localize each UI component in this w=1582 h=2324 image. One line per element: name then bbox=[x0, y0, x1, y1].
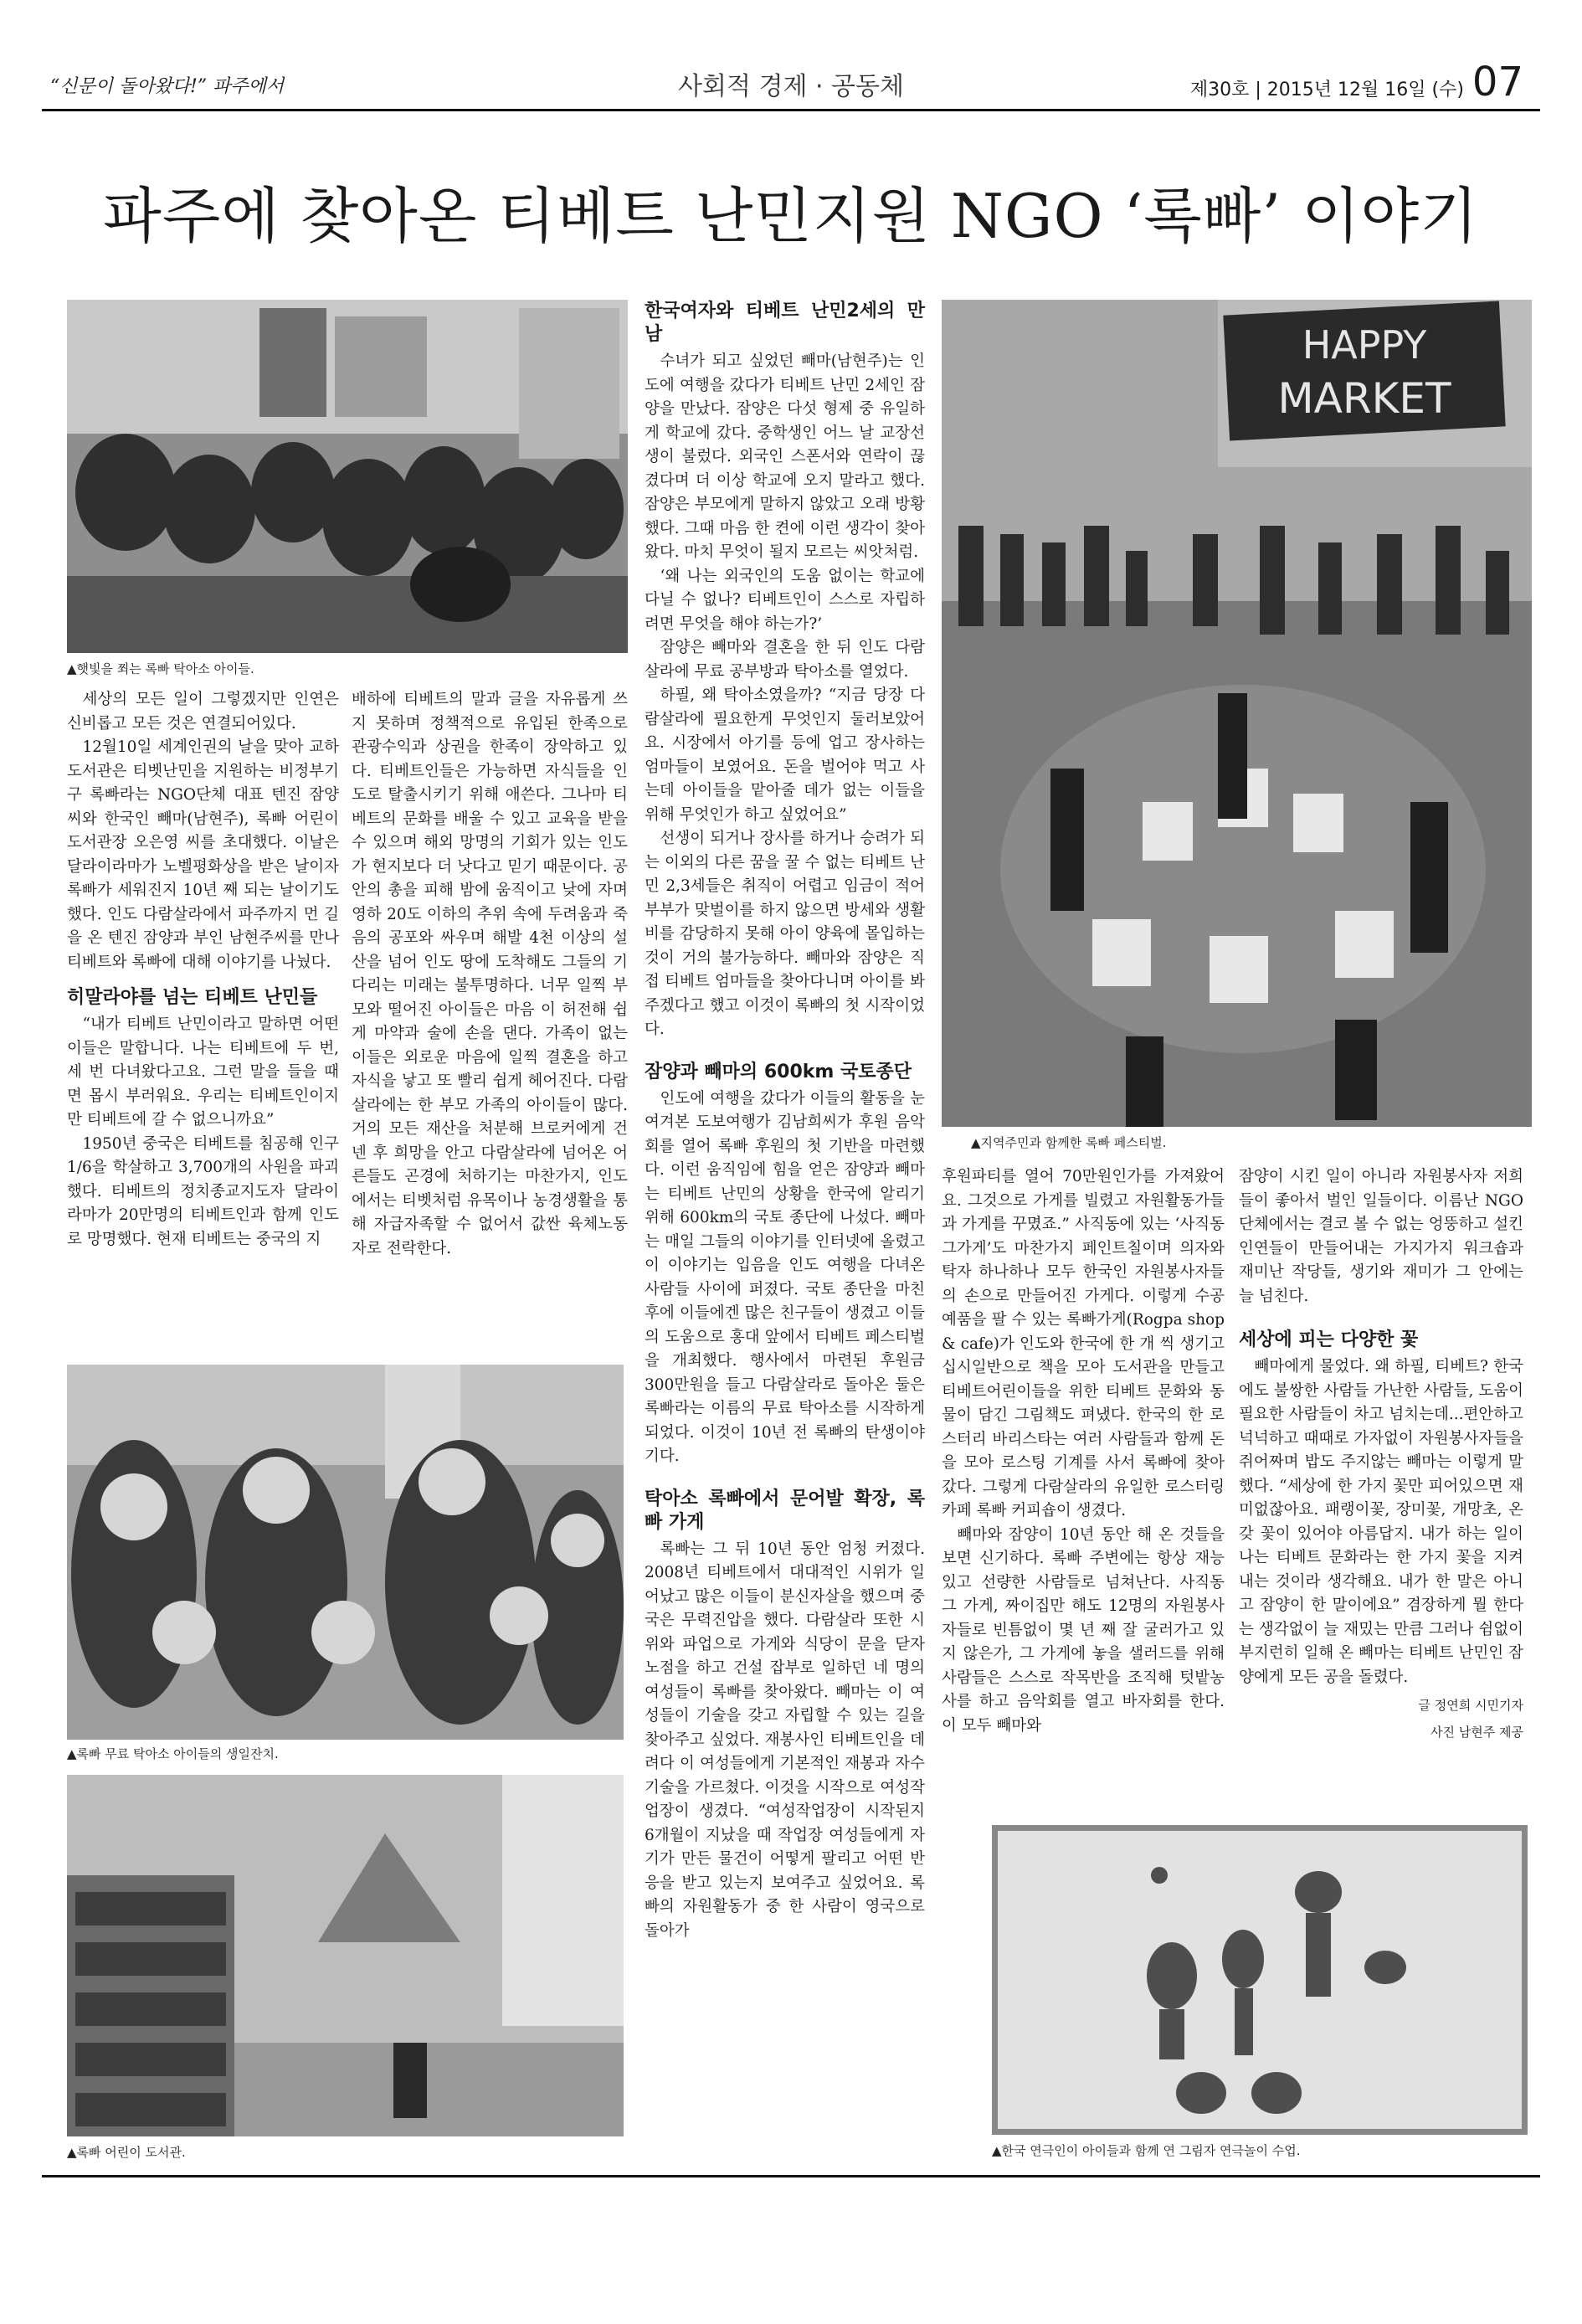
section-title: 사회적 경제 · 공동체 bbox=[678, 72, 904, 101]
photo-rogpa-festival bbox=[942, 300, 1532, 1127]
subheading: 탁아소 록빠에서 문어발 확장, 록빠 가게 bbox=[645, 1488, 925, 1533]
subheading: 한국여자와 티베트 난민2세의 만남 bbox=[645, 301, 925, 345]
photo-birthday-party bbox=[67, 1365, 624, 1740]
banner-text-top: HAPPY bbox=[1302, 322, 1427, 368]
photo-childrens-library bbox=[67, 1775, 624, 2136]
byline-photo: 사진 남현주 제공 bbox=[1430, 1725, 1523, 1740]
paragraph: “내가 티베트 난민이라고 말하면 어떤 이들은 말합니다. 나는 티베트에 두 번, 세 번 다녀왔다고요. 그런 말을 들을 때면 몹시 부러워요. 우리는 티베트인이지만 티베트에 갈 수 없으니까요” bbox=[67, 1015, 339, 1129]
byline-writer: 글 정연희 시민기자 bbox=[1418, 1698, 1523, 1713]
paragraph: 세상의 모든 일이 그렇겠지만 인연은 신비롭고 모든 것은 연결되어있다. bbox=[67, 691, 339, 733]
paragraph: 수녀가 되고 싶었던 빼마(남현주)는 인도에 여행을 갔다가 티베트 난민 2세인 잠양을 만났다. 잠양은 다섯 형제 중 유일하게 학교에 갔다. 중학생인 어느 날 교장선생이 불렀다. 외국인 스폰서와 연락이 끊겼다며 더 이상 학교에 오지 말라고 했다. 잠양은 부모에게 말하지 않았고 오래 방황했다. 그때 마음 한 켠에 이런 생각이 찾아왔다. 마치 무엇이 될지 모르는 씨앗처럼. bbox=[645, 352, 925, 561]
subheading: 히말라야를 넘는 티베트 난민들 bbox=[67, 987, 318, 1008]
photo-caption-3: ▲록빠 무료 탁아소 아이들의 생일잔치. bbox=[67, 1746, 279, 1761]
paragraph: 인도에 여행을 갔다가 이들의 활동을 눈여겨본 도보여행가 김남희씨가 후원 음악회를 열어 록빠 후원의 첫 기반을 마련했다. 이런 움직임에 힘을 얻은 잠양과 빼마는 티베트 난민의 상황을 한국에 알리기 위해 600km의 국토 종단에 나섰다. 빼마는 매일 그들의 이야기를 인터넷에 올렸고 이 이야기는 입음을 인도 여행을 다녀온 사람들 사이에 퍼졌다. 국토 종단을 마친 후에 이들에겐 많은 친구들이 생겼고 이들의 도움으로 홍대 앞에서 티베트 페스티벌을 개최했다. 행사에서 마련된 후원금 300만원을 들고 다람살라로 돌아온 둘은 록빠라는 이름의 무료 탁아소를 시작하게 되었다. 이것이 10년 전 록빠의 탄생이야기다. bbox=[645, 1089, 925, 1465]
header-rule bbox=[42, 109, 1540, 111]
paragraph: 잠양이 시킨 일이 아니라 자원봉사자 저희들이 좋아서 벌인 일들이다. 이름난 NGO단체에서는 결코 볼 수 없는 엉뚱하고 설킨 인연들이 만들어내는 가지가지 워크숍과 재미난 작당들, 생기와 재미가 그 안에는 늘 넘친다. bbox=[1239, 1168, 1523, 1305]
paragraph: ‘왜 나는 외국인의 도움 없이는 학교에 다닐 수 없나? 티베트인이 스스로 자립하려면 무엇을 해야 하는가?’ bbox=[645, 567, 925, 633]
headline: 파주에 찾아온 티베트 난민지원 NGO ‘록빠’ 이야기 bbox=[103, 181, 1479, 251]
issue-date: 제30호 | 2015년 12월 16일 (수) bbox=[1189, 80, 1464, 100]
article-column-5 bbox=[1239, 1165, 1523, 1743]
photo-caption-2: ▲지역주민과 함께한 록빠 페스티벌. bbox=[971, 1135, 1167, 1150]
paragraph: 빼마와 잠양이 10년 동안 해 온 것들을 보면 신기하다. 록빠 주변에는 항상 재능있고 선량한 사람들로 넘쳐난다. 사직동 그 가게, 짜이집만 해도 12명의 자원봉사자들로 빈틈없이 몇 년 째 잘 굴러가고 있지 않은가, 그 가게에 놓을 샐러드를 위해 사람들은 스스로 작목반을 조직해 텃밭농사를 하고 음악회를 열고 바자회를 한다. 이 모두 빼마와 bbox=[942, 1525, 1225, 1735]
paragraph: 선생이 되거나 장사를 하거나 승려가 되는 이외의 다른 꿈을 꿀 수 없는 티베트 난민 2,3세들은 취직이 어렵고 임금이 적어 부부가 맞벌이를 하지 않으면 방세와 생활비를 감당하지 못해 아이 양육에 몰입하는 것이 거의 불가능하다. 빼마와 잠양은 직접 티베트 엄마들을 찾아다니며 아이를 봐주겠다고 했고 이것이 록빠의 첫 시작이었다. bbox=[645, 830, 925, 1038]
page-number: 07 bbox=[1472, 59, 1523, 105]
banner-text-bottom: MARKET bbox=[1277, 374, 1451, 423]
paragraph: 1950년 중국은 티베트를 침공해 인구 1/6을 학살하고 3,700개의 사원을 파괴했다. 티베트의 정치종교지도자 달라이라마가 20만명의 티베트인과 함께 인도로 망명했다. 현재 티베트는 중국의 지 bbox=[67, 1134, 339, 1248]
article-column-2 bbox=[352, 688, 628, 1261]
photo-caption-4: ▲록빠 어린이 도서관. bbox=[67, 2145, 186, 2160]
footer-rule bbox=[42, 2175, 1540, 2177]
photo-caption-5: ▲한국 연극인이 아이들과 함께 연 그림자 연극놀이 수업. bbox=[992, 2143, 1301, 2158]
paragraph: 하필, 왜 탁아소였을까? “지금 당장 다람살라에 필요한게 무엇인지 둘러보았어요. 시장에서 아기를 등에 업고 장사하는 엄마들이 보였어요. 돈을 벌어야 먹고 사는데 아이들을 맡아줄 데가 없는 이들을 위해 무엇인가 하고 싶었어요” bbox=[645, 686, 925, 824]
photo-shadow-puppet-play bbox=[992, 1825, 1528, 2135]
masthead-logo: “신문이 돌아왔다!” 파주에서 bbox=[50, 76, 285, 97]
photo-caption-1: ▲햇빛을 쬐는 록빠 탁아소 아이들. bbox=[67, 661, 254, 676]
article-column-3 bbox=[645, 300, 925, 1943]
photo-children-sunbathing bbox=[67, 300, 628, 653]
article-column-1 bbox=[67, 688, 339, 1252]
subheading: 세상에 피는 다양한 꽃 bbox=[1239, 1329, 1419, 1350]
paragraph: 배하에 티베트의 말과 글을 자유롭게 쓰지 못하며 정책적으로 유입된 한족으로 관광수익과 상권을 한족이 장악하고 있다. 티베트인들은 가능하면 자식들을 인도로 탈출시키기 위해 애쓴다. 그나마 티베트의 문화를 배울 수 있고 교육을 받을 수 있으며 해외 망명의 기회가 있는 인도가 현지보다 더 낫다고 믿기 때문이다. 공안의 총을 피해 밤에 움직이고 낮에 자며 영하 20도 이하의 추위 속에 두려움과 죽음의 공포와 싸우며 해발 4천 이상의 설산을 넘어 인도 땅에 도착해도 그들의 기다리는 미래는 불투명하다. 너무 일찍 부모와 떨어진 아이들은 마음 이 허전해 쉽게 마약과 술에 손을 댄다. 가족이 없는 이들은 외로운 마음에 일찍 결혼을 하고 자식을 낳고 또 빨리 쉽게 헤어진다. 다람살라에는 한 부모 가족의 아이들이 많다. 거의 모든 재산을 처분해 브로커에게 건넨 후 희망을 안고 다람살라에 넘어온 어른들도 곤경에 처하기는 마찬가지, 인도에서는 티벳처럼 유목이나 농경생활을 통해 자급자족할 수 없어서 값싼 육체노동자로 전락한다. bbox=[352, 691, 628, 1257]
paragraph: 빼마에게 물었다. 왜 하필, 티베트? 한국에도 불쌍한 사람들 가난한 사람들, 도움이 필요한 사람들이 차고 넘치는데...편안하고 넉넉하고 때때로 가자없이 자원봉사자들을 쥐어짜며 밥도 주지않는 빼마는 이렇게 말했다. “세상에 한 가지 꽃만 피어있으면 재미없잖아요. 패랭이꽃, 장미꽃, 개망초, 온갖 꽃이 있어야 아름답지. 내가 하는 일이 나는 티베트 문화라는 한 가지 꽃을 지켜 내는 것이라 생각해요. 내가 한 말은 아니고 잠양이 한 말이에요” 겸장하게 뭘 한다는 생각없이 늘 재밌는 만큼 그러나 쉼없이 부지런히 일해 온 빼마는 티베트 난민인 잠양에게 모든 공을 돌렸다. bbox=[1239, 1358, 1523, 1686]
subheading: 잠양과 빼마의 600km 국토종단 bbox=[645, 1061, 912, 1082]
paragraph: 12월10일 세계인권의 날을 맞아 교하도서관은 티벳난민을 지원하는 비정부기구 록빠라는 NGO단체 대표 텐진 잠양 씨와 한국인 빼마(남현주), 록빠 어린이도서관장 오은영 씨를 초대했다. 이날은 달라이라마가 노벨평화상을 받은 날이자 록빠가 세워진지 10년 째 되는 날이기도 했다. 인도 다람살라에서 파주까지 먼 길을 온 텐진 잠양과 부인 남현주씨를 만나 티베트와 록빠에 대해 이야기를 나눴다. bbox=[67, 738, 339, 971]
issue-info bbox=[1190, 59, 1523, 105]
paragraph: 록빠는 그 뒤 10년 동안 엄청 커졌다. 2008년 티베트에서 대대적인 시위가 일어났고 많은 이들이 분신자살을 했으며 중국은 무력진압을 했다. 다람살라 또한 시위와 파업으로 가게와 식당이 문을 닫자 노점을 하고 건설 잡부로 일하던 네 명의 여성들이 록빠를 찾아왔다. 빼마는 이 여성들이 기술을 갖고 자립할 수 있는 길을 찾아주고 싶었다. 재봉사인 티베트인을 데려다 이 여성들에게 기본적인 재봉과 자수 기술을 가르쳤다. 이것을 시작으로 여성작업장이 생겼다. “여성작업장이 시작된지 6개월이 지났을 때 작업장 여성들에게 자기가 만든 물건이 어떻게 팔리고 어떤 반응을 받고 있는지 보여주고 싶었어요. 록빠의 자원활동가 중 한 사람이 영국으로 돌아가 bbox=[645, 1540, 925, 1940]
paragraph: 잠양은 빼마와 결혼을 한 뒤 인도 다람살라에 무료 공부방과 탁아소를 열었다. bbox=[645, 639, 925, 681]
paragraph: 후원파티를 열어 70만원인가를 가져왔어요. 그것으로 가게를 빌렸고 자원활동가들과 가게를 꾸몄죠.” 사직동에 있는 ‘사직동 그가게’도 마찬가지 페인트칠이며 의자와 탁자 하나하나 모두 한국인 자원봉사자들의 손으로 만들어진 가게다. 이렇게 수공예품을 팔 수 있는 록빠가게(Rogpa shop & cafe)가 인도와 한국에 한 개 씩 생기고 십시일반으로 책을 모아 도서관을 만들고 티베트어린이들을 위한 티베트 문화와 동물이 담긴 그림책도 펴냈다. 한국의 한 로스터리 바리스타는 여러 사람들과 함께 돈을 모아 로스팅 기계를 사서 록빠에 찾아갔다. 그렇게 다람살라의 유일한 로스터링 카페 록빠 커피숍이 생겼다. bbox=[942, 1168, 1225, 1519]
article-column-4 bbox=[942, 1165, 1225, 1738]
